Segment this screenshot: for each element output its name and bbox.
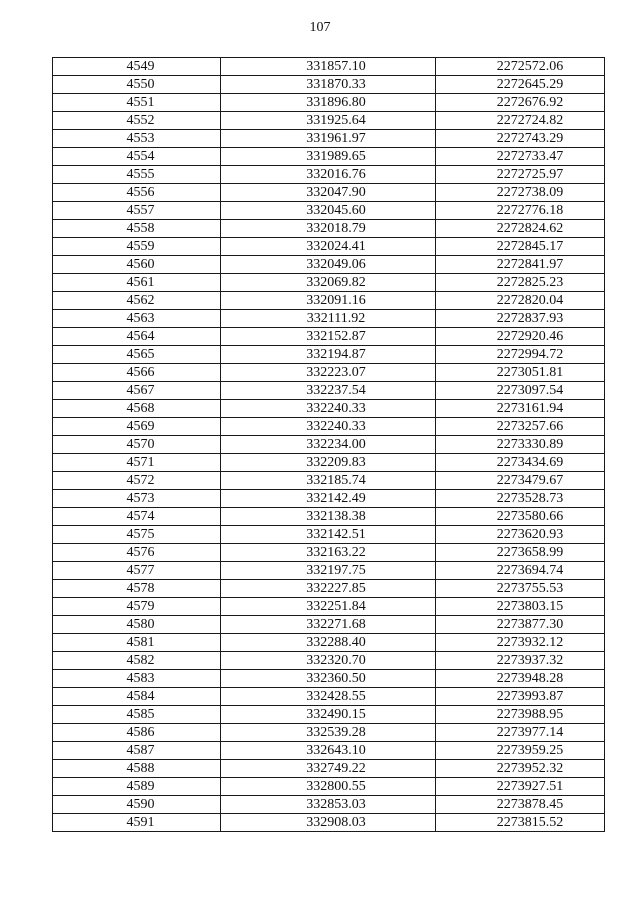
- x-coordinate-cell: 332016.76: [221, 166, 436, 184]
- table-row: [53, 454, 605, 472]
- x-coordinate-cell: 332209.83: [221, 454, 436, 472]
- x-coordinate-cell: 332111.92: [221, 310, 436, 328]
- table-row: [53, 274, 605, 292]
- point-number-cell: 4582: [53, 652, 221, 670]
- page-number: 107: [309, 20, 331, 35]
- point-number-cell: 4575: [53, 526, 221, 544]
- table-row: [53, 724, 605, 742]
- table-row: [53, 472, 605, 490]
- point-number-cell: 4557: [53, 202, 221, 220]
- y-coordinate-cell: 2272724.82: [436, 112, 605, 130]
- table-row: [53, 580, 605, 598]
- y-coordinate-cell: 2273927.51: [436, 778, 605, 796]
- coordinates-table-body: [53, 58, 605, 832]
- table-row: [53, 670, 605, 688]
- table-row: [53, 526, 605, 544]
- point-number-cell: 4588: [53, 760, 221, 778]
- y-coordinate-cell: 2273977.14: [436, 724, 605, 742]
- point-number-cell: 4558: [53, 220, 221, 238]
- point-number-cell: 4554: [53, 148, 221, 166]
- y-coordinate-cell: 2273937.32: [436, 652, 605, 670]
- table-row: [53, 148, 605, 166]
- y-coordinate-cell: 2273959.25: [436, 742, 605, 760]
- point-number-cell: 4591: [53, 814, 221, 832]
- y-coordinate-cell: 2273479.67: [436, 472, 605, 490]
- y-coordinate-cell: 2273434.69: [436, 454, 605, 472]
- y-coordinate-cell: 2273330.89: [436, 436, 605, 454]
- y-coordinate-cell: 2273993.87: [436, 688, 605, 706]
- point-number-cell: 4561: [53, 274, 221, 292]
- x-coordinate-cell: 331961.97: [221, 130, 436, 148]
- x-coordinate-cell: 332251.84: [221, 598, 436, 616]
- x-coordinate-cell: 332320.70: [221, 652, 436, 670]
- point-number-cell: 4551: [53, 94, 221, 112]
- x-coordinate-cell: 332428.55: [221, 688, 436, 706]
- x-coordinate-cell: 332091.16: [221, 292, 436, 310]
- x-coordinate-cell: 332185.74: [221, 472, 436, 490]
- point-number-cell: 4570: [53, 436, 221, 454]
- y-coordinate-cell: 2272824.62: [436, 220, 605, 238]
- y-coordinate-cell: 2273803.15: [436, 598, 605, 616]
- point-number-cell: 4572: [53, 472, 221, 490]
- x-coordinate-cell: 331989.65: [221, 148, 436, 166]
- point-number-cell: 4586: [53, 724, 221, 742]
- point-number-cell: 4584: [53, 688, 221, 706]
- point-number-cell: 4568: [53, 400, 221, 418]
- point-number-cell: 4579: [53, 598, 221, 616]
- point-number-cell: 4563: [53, 310, 221, 328]
- x-coordinate-cell: 332853.03: [221, 796, 436, 814]
- x-coordinate-cell: 331925.64: [221, 112, 436, 130]
- point-number-cell: 4574: [53, 508, 221, 526]
- table-row: [53, 562, 605, 580]
- y-coordinate-cell: 2273932.12: [436, 634, 605, 652]
- x-coordinate-cell: 332539.28: [221, 724, 436, 742]
- y-coordinate-cell: 2273051.81: [436, 364, 605, 382]
- x-coordinate-cell: 332047.90: [221, 184, 436, 202]
- x-coordinate-cell: 332142.51: [221, 526, 436, 544]
- x-coordinate-cell: 332049.06: [221, 256, 436, 274]
- y-coordinate-cell: 2272725.97: [436, 166, 605, 184]
- table-row: [53, 706, 605, 724]
- y-coordinate-cell: 2272820.04: [436, 292, 605, 310]
- y-coordinate-cell: 2272845.17: [436, 238, 605, 256]
- x-coordinate-cell: 332024.41: [221, 238, 436, 256]
- y-coordinate-cell: 2273878.45: [436, 796, 605, 814]
- table-row: [53, 814, 605, 832]
- table-row: [53, 688, 605, 706]
- table-row: [53, 490, 605, 508]
- table-row: [53, 760, 605, 778]
- x-coordinate-cell: 332643.10: [221, 742, 436, 760]
- table-row: [53, 76, 605, 94]
- point-number-cell: 4559: [53, 238, 221, 256]
- table-row: [53, 364, 605, 382]
- table-row: [53, 418, 605, 436]
- x-coordinate-cell: 331896.80: [221, 94, 436, 112]
- x-coordinate-cell: 332749.22: [221, 760, 436, 778]
- point-number-cell: 4576: [53, 544, 221, 562]
- table-row: [53, 400, 605, 418]
- point-number-cell: 4549: [53, 58, 221, 76]
- table-row: [53, 184, 605, 202]
- x-coordinate-cell: 332045.60: [221, 202, 436, 220]
- point-number-cell: 4571: [53, 454, 221, 472]
- point-number-cell: 4555: [53, 166, 221, 184]
- table-row: [53, 130, 605, 148]
- y-coordinate-cell: 2272743.29: [436, 130, 605, 148]
- table-row: [53, 616, 605, 634]
- x-coordinate-cell: 332908.03: [221, 814, 436, 832]
- x-coordinate-cell: 332240.33: [221, 400, 436, 418]
- point-number-cell: 4564: [53, 328, 221, 346]
- x-coordinate-cell: 332197.75: [221, 562, 436, 580]
- y-coordinate-cell: 2273694.74: [436, 562, 605, 580]
- y-coordinate-cell: 2272837.93: [436, 310, 605, 328]
- coordinates-table: [52, 57, 605, 832]
- table-row: [53, 310, 605, 328]
- table-row: [53, 58, 605, 76]
- x-coordinate-cell: 332237.54: [221, 382, 436, 400]
- y-coordinate-cell: 2272645.29: [436, 76, 605, 94]
- y-coordinate-cell: 2272733.47: [436, 148, 605, 166]
- point-number-cell: 4590: [53, 796, 221, 814]
- point-number-cell: 4556: [53, 184, 221, 202]
- x-coordinate-cell: 332069.82: [221, 274, 436, 292]
- x-coordinate-cell: 332138.38: [221, 508, 436, 526]
- table-row: [53, 382, 605, 400]
- y-coordinate-cell: 2273580.66: [436, 508, 605, 526]
- table-row: [53, 166, 605, 184]
- point-number-cell: 4581: [53, 634, 221, 652]
- point-number-cell: 4573: [53, 490, 221, 508]
- y-coordinate-cell: 2273658.99: [436, 544, 605, 562]
- point-number-cell: 4583: [53, 670, 221, 688]
- table-row: [53, 436, 605, 454]
- y-coordinate-cell: 2273097.54: [436, 382, 605, 400]
- point-number-cell: 4560: [53, 256, 221, 274]
- table-row: [53, 598, 605, 616]
- y-coordinate-cell: 2273755.53: [436, 580, 605, 598]
- x-coordinate-cell: 331870.33: [221, 76, 436, 94]
- table-row: [53, 544, 605, 562]
- y-coordinate-cell: 2273620.93: [436, 526, 605, 544]
- table-row: [53, 292, 605, 310]
- y-coordinate-cell: 2273161.94: [436, 400, 605, 418]
- y-coordinate-cell: 2272738.09: [436, 184, 605, 202]
- x-coordinate-cell: 332223.07: [221, 364, 436, 382]
- y-coordinate-cell: 2272825.23: [436, 274, 605, 292]
- x-coordinate-cell: 332271.68: [221, 616, 436, 634]
- x-coordinate-cell: 332800.55: [221, 778, 436, 796]
- y-coordinate-cell: 2272776.18: [436, 202, 605, 220]
- x-coordinate-cell: 332240.33: [221, 418, 436, 436]
- y-coordinate-cell: 2273815.52: [436, 814, 605, 832]
- table-row: [53, 112, 605, 130]
- point-number-cell: 4577: [53, 562, 221, 580]
- x-coordinate-cell: 332142.49: [221, 490, 436, 508]
- table-row: [53, 94, 605, 112]
- x-coordinate-cell: 332288.40: [221, 634, 436, 652]
- x-coordinate-cell: 332018.79: [221, 220, 436, 238]
- point-number-cell: 4589: [53, 778, 221, 796]
- point-number-cell: 4566: [53, 364, 221, 382]
- table-row: [53, 796, 605, 814]
- x-coordinate-cell: 332163.22: [221, 544, 436, 562]
- x-coordinate-cell: 332227.85: [221, 580, 436, 598]
- table-row: [53, 508, 605, 526]
- point-number-cell: 4562: [53, 292, 221, 310]
- x-coordinate-cell: 332234.00: [221, 436, 436, 454]
- table-row: [53, 742, 605, 760]
- point-number-cell: 4550: [53, 76, 221, 94]
- y-coordinate-cell: 2273528.73: [436, 490, 605, 508]
- y-coordinate-cell: 2272676.92: [436, 94, 605, 112]
- table-row: [53, 202, 605, 220]
- table-row: [53, 634, 605, 652]
- y-coordinate-cell: 2273948.28: [436, 670, 605, 688]
- table-row: [53, 778, 605, 796]
- y-coordinate-cell: 2272920.46: [436, 328, 605, 346]
- point-number-cell: 4580: [53, 616, 221, 634]
- table-row: [53, 238, 605, 256]
- point-number-cell: 4569: [53, 418, 221, 436]
- table-row: [53, 220, 605, 238]
- y-coordinate-cell: 2273952.32: [436, 760, 605, 778]
- x-coordinate-cell: 332194.87: [221, 346, 436, 364]
- x-coordinate-cell: 332152.87: [221, 328, 436, 346]
- y-coordinate-cell: 2273988.95: [436, 706, 605, 724]
- point-number-cell: 4553: [53, 130, 221, 148]
- table-row: [53, 652, 605, 670]
- table-row: [53, 256, 605, 274]
- point-number-cell: 4567: [53, 382, 221, 400]
- x-coordinate-cell: 331857.10: [221, 58, 436, 76]
- y-coordinate-cell: 2273257.66: [436, 418, 605, 436]
- point-number-cell: 4585: [53, 706, 221, 724]
- y-coordinate-cell: 2272994.72: [436, 346, 605, 364]
- table-row: [53, 328, 605, 346]
- point-number-cell: 4587: [53, 742, 221, 760]
- y-coordinate-cell: 2273877.30: [436, 616, 605, 634]
- y-coordinate-cell: 2272572.06: [436, 58, 605, 76]
- point-number-cell: 4578: [53, 580, 221, 598]
- table-row: [53, 346, 605, 364]
- point-number-cell: 4552: [53, 112, 221, 130]
- y-coordinate-cell: 2272841.97: [436, 256, 605, 274]
- x-coordinate-cell: 332360.50: [221, 670, 436, 688]
- x-coordinate-cell: 332490.15: [221, 706, 436, 724]
- point-number-cell: 4565: [53, 346, 221, 364]
